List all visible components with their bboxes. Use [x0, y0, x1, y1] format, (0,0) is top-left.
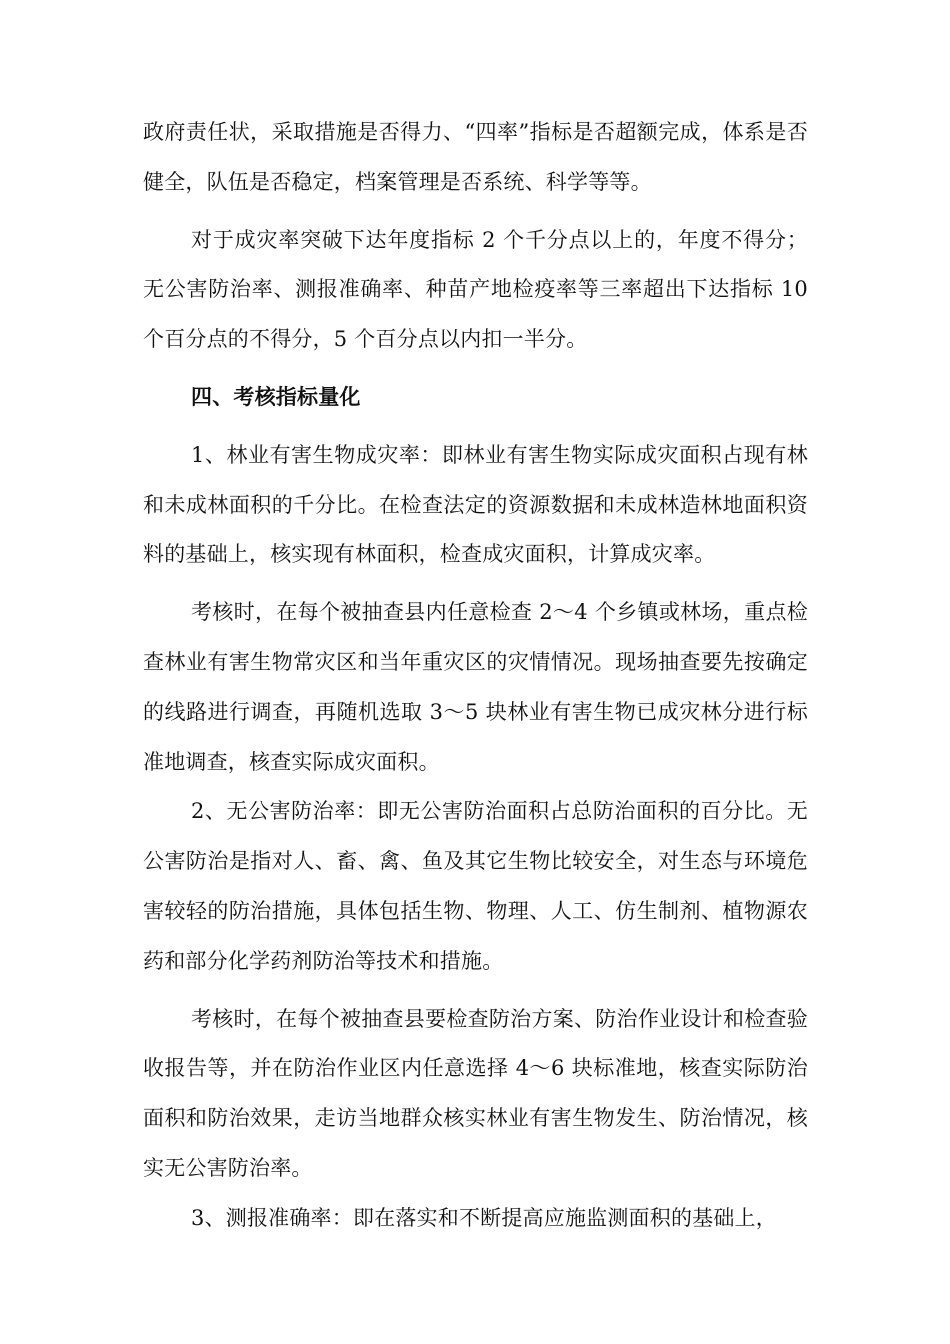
section-heading-4: 四、考核指标量化	[191, 384, 361, 409]
paragraph-pollution-free-rate: 2、无公害防治率：即无公害防治面积占总防治面积的百分比。无公害防治是指对人、畜、禽、鱼及其它生物比较安全，对生态与环境危害较轻的防治措施，具体包括生物、物理、人工、仿生制剂、植物源农药和部分化学药剂防治等技术和措施。	[143, 799, 808, 973]
paragraph-pollution-free-assessment: 考核时，在每个被抽查县要检查防治方案、防治作业设计和检查验收报告等，并在防治作业区内任意选择 4～6 块标准地，核查实际防治面积和防治效果，走访当地群众核实林业有害生物发生、防治情况，核实无公害防治率。	[143, 1006, 808, 1180]
paragraph-scoring-rule: 对于成灾率突破下达年度指标 2 个千分点以上的，年度不得分；无公害防治率、测报准确率、种苗产地检疫率等三率超出下达指标 10 个百分点的不得分，5 个百分点以内扣一半分。	[143, 227, 808, 352]
paragraph-continuation: 政府责任状，采取措施是否得力、“四率”指标是否超额完成，体系是否健全，队伍是否稳定，档案管理是否系统、科学等等。	[143, 120, 808, 194]
paragraph-forecast-accuracy: 3、测报准确率：即在落实和不断提高应施监测面积的基础上，	[191, 1205, 777, 1230]
paragraph-disaster-rate: 1、林业有害生物成灾率：即林业有害生物实际成灾面积占现有林和未成林面积的千分比。在检查法定的资源数据和未成林造林地面积资料的基础上，核实现有林面积，检查成灾面积，计算成灾率。	[143, 442, 808, 567]
paragraph-disaster-rate-assessment: 考核时，在每个被抽查县内任意检查 2～4 个乡镇或林场，重点检查林业有害生物常灾区和当年重灾区的灾情情况。现场抽查要先按确定的线路进行调查，再随机选取 3～5 块林业有害生物已成灾林分进行标准地调查，核查实际成灾面积。	[143, 600, 808, 774]
document-body	[143, 108, 808, 1252]
